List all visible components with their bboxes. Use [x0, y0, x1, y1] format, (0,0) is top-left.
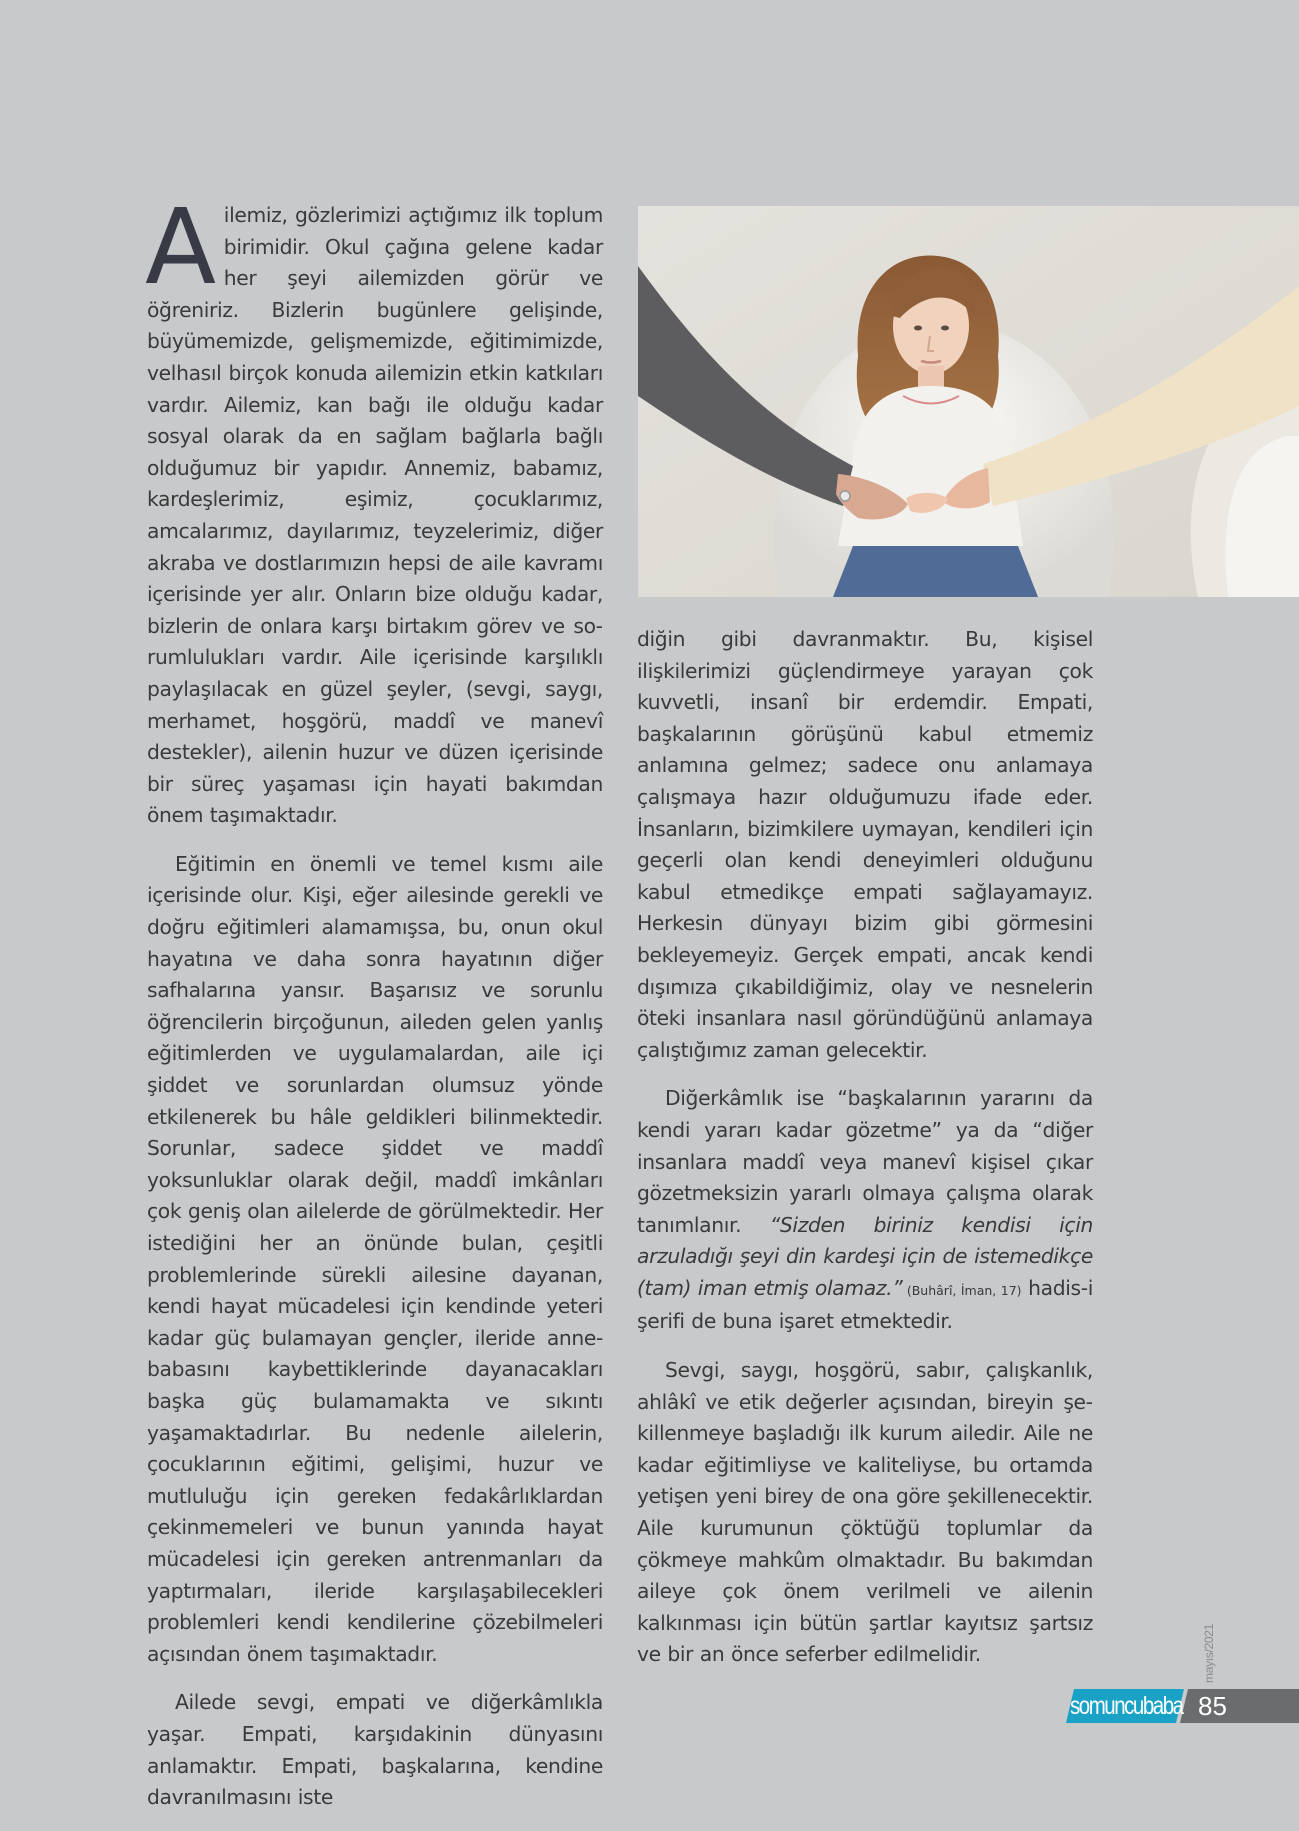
- paragraph-5: Diğerkâmlık ise “başkalarının yararını da kendi yararı kadar gözetme” ya da “diğer insanlara maddî veya manevî kişisel çıkar gözetmeksizin yararlı olmaya çalışma olarak tanımlanır. “Sizden biriniz kendisi için arzuladığı şeyi din kardeşi için de istemedikçe (tam) iman etmiş olamaz.” (Buhârî, İman, 17) hadis-i şerifi de buna işaret etmektedir.: [637, 1086, 1094, 1334]
- issue-date: mayıs/2021: [1202, 1623, 1216, 1683]
- family-photo: [638, 206, 1299, 597]
- page-number: 85: [1198, 1691, 1227, 1721]
- paragraph-4: diğin gibi davranmaktır. Bu, kişisel ilişkilerimizi güçlendirmeye yarayan çok kuvvetli, insanî bir erdemdir. Empati, başkalarının görüşünü kabul etmemiz anlamına gelmez; sadece onu anlamaya çalışmaya hazır olduğumuzu ifade eder. İnsanların, bizimkilere uymayan, kendileri için geçerli olan kendi deneyimleri olduğunu kabul etmedikçe empati sağlayamayız. Herkesin dünyayı bizim gibi görmesini bekleyemeyiz. Gerçek empati, ancak kendi dışımıza çıkabildiğimiz, olay ve nesnelerin öteki insanlara nasıl göründüğünü anlamaya çalıştığımız zaman gelecektir.: [637, 627, 1093, 1062]
- article-left-column: [145, 186, 603, 1831]
- hadith-quote: “Sizden biriniz kendisi için arzuladığı şeyi din kardeşi için de istemedikçe (tam) iman etmiş olamaz.”: [637, 1212, 1093, 1300]
- article-right-column: [637, 624, 1093, 1688]
- magazine-logo: somuncubaba: [1070, 1692, 1183, 1720]
- paragraph-3: Ailede sevgi, empati ve diğerkâmlıkla yaşar. Empati, karşıdakinin dünyasını anlamaktır. Empati, başkalarına, kendine davranılmasını iste: [147, 1690, 603, 1810]
- hadith-citation: (Buhârî, İman, 17): [902, 1282, 1022, 1298]
- paragraph-1: Ailemiz, gözlerimizi açtığımız ilk toplum birimidir. Okul çağına gelene kadar her şeyi ailemizden görür ve öğreniriz. Bizlerin bugünlere gelişinde, büyümemizde, gelişmemizde, eğitimimizde, velhasıl birçok konuda ailemizin etkin katkıları vardır. Ailemiz, kan bağı ile olduğu kadar sosyal olarak da en sağlam bağlarla bağlı olduğumuz bir yapıdır. Annemiz, babamız, kardeşlerimiz, eşimiz, çocuklarımız, amcalarımız, dayılarımız, teyzelerimiz, diğer akraba ve dostlarımızın hepsi de aile kavramı içerisinde yer alır. Onların bize olduğu kadar, bizlerin de onlara karşı birtakım görev ve sorumlulukları vardır. Aile içerisinde karşılıklı paylaşılacak en güzel şeyler, (sevgi, saygı, merhamet, hoşgörü, maddî ve manevî destekler), ailenin huzur ve düzen içerisinde bir süreç yaşaması için hayati bakımdan önem taşımaktadır.: [145, 186, 603, 828]
- paragraph-6: Sevgi, saygı, hoşgörü, sabır, çalışkanlık, ahlâkî ve etik değerler açısından, bireyin şekillenmeye başladığı ilk kurum ailedir. Aile ne kadar eğitimliyse ve kaliteliyse, bu ortamda yetişen yeni birey de ona göre şekillenecektir. Aile kurumunun çöktüğü toplumlar da çökmeye mahkûm olmaktadır. Bu bakımdan aileye çok önem verilmeli ve ailenin kalkınması için bütün şartlar kayıtsız şartsız ve bir an önce seferber edilmelidir.: [637, 1358, 1093, 1667]
- footer-brand-bar: [1066, 1689, 1299, 1723]
- paragraph-2: Eğitimin en önemli ve temel kısmı aile içerisinde olur. Kişi, eğer ailesinde gerekli ve doğru eğitimleri alamamışsa, bu, onun okul hayatına ve daha sonra hayatının diğer safhalarına yansır. Başarısız ve sorunlu öğrencilerin birçoğunun, aileden gelen yanlış eğitimlerden ve uygulamalardan, aile içi şiddet ve sorunlardan olumsuz yönde etkilenerek bu hâle geldikleri bilinmektedir. Sorunlar, sadece şiddet ve maddî yoksunluklar olarak değil, maddî imkânları çok geniş olan ailelerde de görülmektedir. Her istediğini her an önünde bulan, çeşitli problemlerinde sürekli ailesine dayanan, kendi hayat mücadelesi için kendinde yeteri kadar güç bulamayan gençler, ileride anne-babasını kaybettiklerinde dayanacakları başka güç bulamamakta ve sıkıntı yaşamaktadırlar. Bu nedenle ailelerin, çocuklarının eğitimi, gelişimi, huzur ve mutluluğu için gereken fedakârlıklardan çekinmemeleri ve bunun yanında hayat mücadelesi için gereken antrenmanları da yaptırmaları, ileride karşılaşabilecekleri problemleri kendi kendilerine çözebilmeleri açısından önem taşımaktadır.: [147, 851, 603, 1666]
- drop-cap: A: [145, 186, 216, 308]
